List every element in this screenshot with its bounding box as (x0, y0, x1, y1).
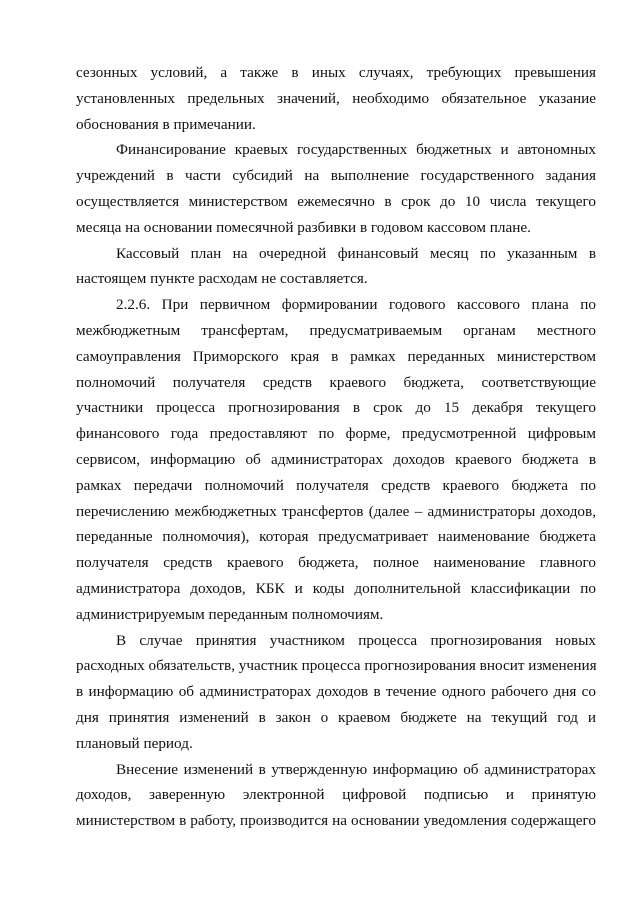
text-line: перечислению межбюджетных трансфертов (далее – администраторы доходов, (76, 502, 596, 520)
text-line: В случае принятия участником процесса прогнозирования новых (116, 631, 596, 649)
text-line: настоящем пункте расходам не составляется. (76, 270, 368, 288)
text-line: министерством в работу, производится на основании уведомления содержащего (76, 812, 596, 830)
text-line: участники процесса прогнозирования в срок до 15 декабря текущего (76, 399, 596, 417)
text-line: установленных предельных значений, необходимо обязательное указание (76, 89, 596, 107)
text-line: осуществляется министерством ежемесячно в срок до 10 числа текущего (76, 192, 596, 210)
text-line: рамках передачи полномочий получателя средств краевого бюджета по (76, 476, 596, 494)
text-line: дня принятия изменений в закон о краевом бюджете на текущий год и (76, 708, 596, 726)
paragraph-4 (76, 292, 596, 627)
paragraph-1 (76, 60, 596, 137)
text-line: 2.2.6. При первичном формировании годового кассового плана по (116, 296, 596, 314)
text-line: плановый период. (76, 734, 193, 752)
text-line: полномочий получателя средств краевого бюджета, соответствующие (76, 373, 596, 391)
text-line: самоуправления Приморского края в рамках переданных министерством (76, 347, 596, 365)
text-line: Внесение изменений в утвержденную информацию об администраторах (116, 760, 596, 778)
paragraph-5 (76, 628, 596, 757)
text-line: в информацию об администраторах доходов в течение одного рабочего дня со (76, 683, 596, 701)
text-line: сервисом, информацию об администраторах доходов краевого бюджета в (76, 450, 596, 468)
text-line: учреждений в части субсидий на выполнение государственного задания (76, 167, 596, 185)
text-line: межбюджетным трансфертам, предусматриваемым органам местного (76, 321, 596, 339)
text-line: администратора доходов, КБК и коды дополнительной классификации по (76, 579, 596, 597)
text-line: месяца на основании помесячной разбивки в годовом кассовом плане. (76, 218, 531, 236)
paragraph-6 (76, 757, 596, 834)
text-line: сезонных условий, а также в иных случаях, требующих превышения (76, 64, 596, 81)
text-line: финансового года предоставляют по форме, предусмотренной цифровым (76, 425, 596, 443)
text-line: Финансирование краевых государственных бюджетных и автономных (116, 141, 596, 159)
text-line: переданные полномочия), которая предусматривает наименование бюджета (76, 528, 596, 546)
text-line: расходных обязательств, участник процесса прогнозирования вносит изменения (76, 657, 597, 675)
text-line: обоснования в примечании. (76, 115, 256, 133)
paragraph-2 (76, 137, 596, 240)
document-page (76, 60, 596, 834)
text-line: доходов, заверенную электронной цифровой подписью и принятую (76, 786, 596, 804)
text-line: получателя средств краевого бюджета, полное наименование главного (76, 554, 596, 572)
paragraph-3 (76, 241, 596, 293)
text-line: администрируемым переданным полномочиям. (76, 605, 384, 623)
text-line: Кассовый план на очередной финансовый месяц по указанным в (116, 244, 596, 262)
